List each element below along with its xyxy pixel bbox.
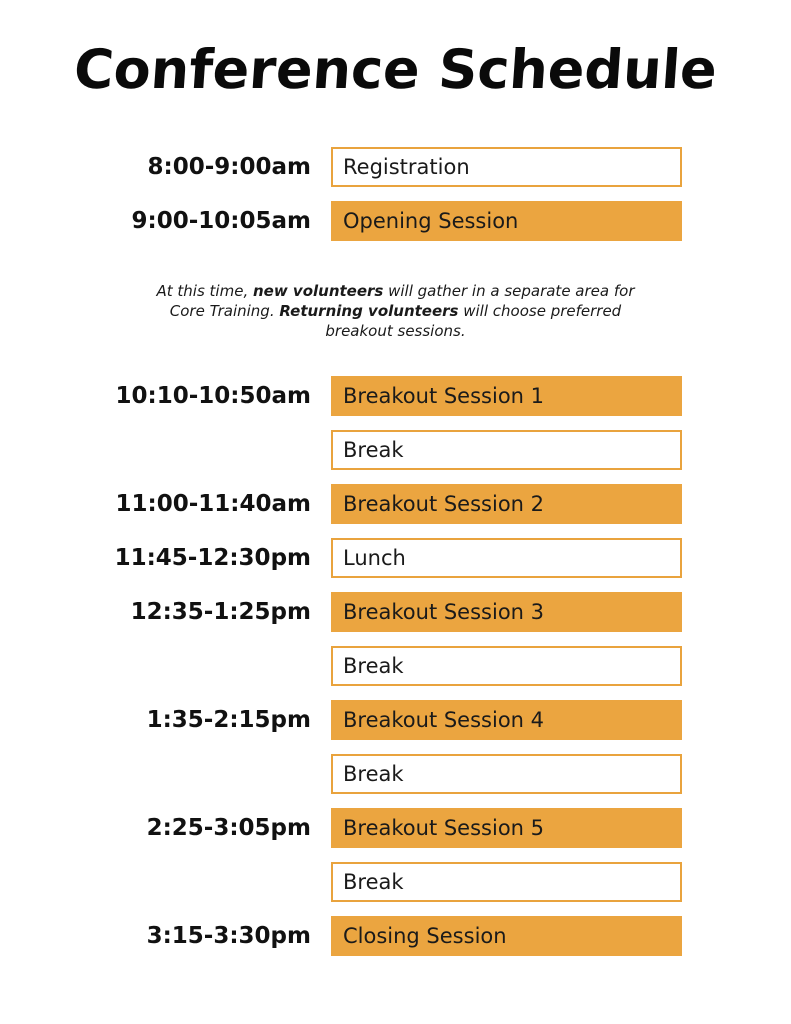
- time-label: 2:25-3:05pm: [146, 815, 311, 841]
- time-label: 10:10-10:50am: [115, 383, 311, 409]
- note-text: will choose preferred breakout sessions.: [325, 302, 622, 340]
- event-box: Closing Session: [331, 916, 682, 956]
- note-emphasis: new volunteers: [252, 282, 384, 300]
- schedule-row: [0, 862, 791, 902]
- event-box: Breakout Session 5: [331, 808, 682, 848]
- event-box: Break: [331, 862, 682, 902]
- event-box: Opening Session: [331, 201, 682, 241]
- schedule-row: [0, 808, 791, 848]
- note-text: At this time,: [156, 282, 253, 300]
- schedule-row: [0, 538, 791, 578]
- note-text: will gather in a separate area for Core Training.: [169, 282, 635, 320]
- event-box: Breakout Session 2: [331, 484, 682, 524]
- schedule-row: [0, 376, 791, 416]
- event-box: Break: [331, 430, 682, 470]
- event-box: Break: [331, 754, 682, 794]
- schedule-row: [0, 754, 791, 794]
- schedule-row: [0, 484, 791, 524]
- schedule-row: [0, 592, 791, 632]
- schedule-row: [0, 700, 791, 740]
- schedule-row: [0, 430, 791, 470]
- schedule-row: [0, 916, 791, 956]
- time-label: 12:35-1:25pm: [130, 599, 311, 625]
- event-box: Break: [331, 646, 682, 686]
- time-label: 9:00-10:05am: [131, 208, 311, 234]
- time-label: 11:45-12:30pm: [114, 545, 311, 571]
- page-title: Conference Schedule: [71, 38, 720, 101]
- event-box: Breakout Session 4: [331, 700, 682, 740]
- volunteer-note: [140, 281, 651, 341]
- time-label: 1:35-2:15pm: [146, 707, 311, 733]
- schedule-row: [0, 646, 791, 686]
- time-label: 8:00-9:00am: [147, 154, 311, 180]
- note-emphasis: Returning volunteers: [279, 302, 459, 320]
- schedule-row: [0, 201, 791, 241]
- time-label: 11:00-11:40am: [115, 491, 311, 517]
- event-box: Lunch: [331, 538, 682, 578]
- event-box: Breakout Session 1: [331, 376, 682, 416]
- time-label: 3:15-3:30pm: [146, 923, 311, 949]
- event-box: Registration: [331, 147, 682, 187]
- event-box: Breakout Session 3: [331, 592, 682, 632]
- schedule-row: [0, 147, 791, 187]
